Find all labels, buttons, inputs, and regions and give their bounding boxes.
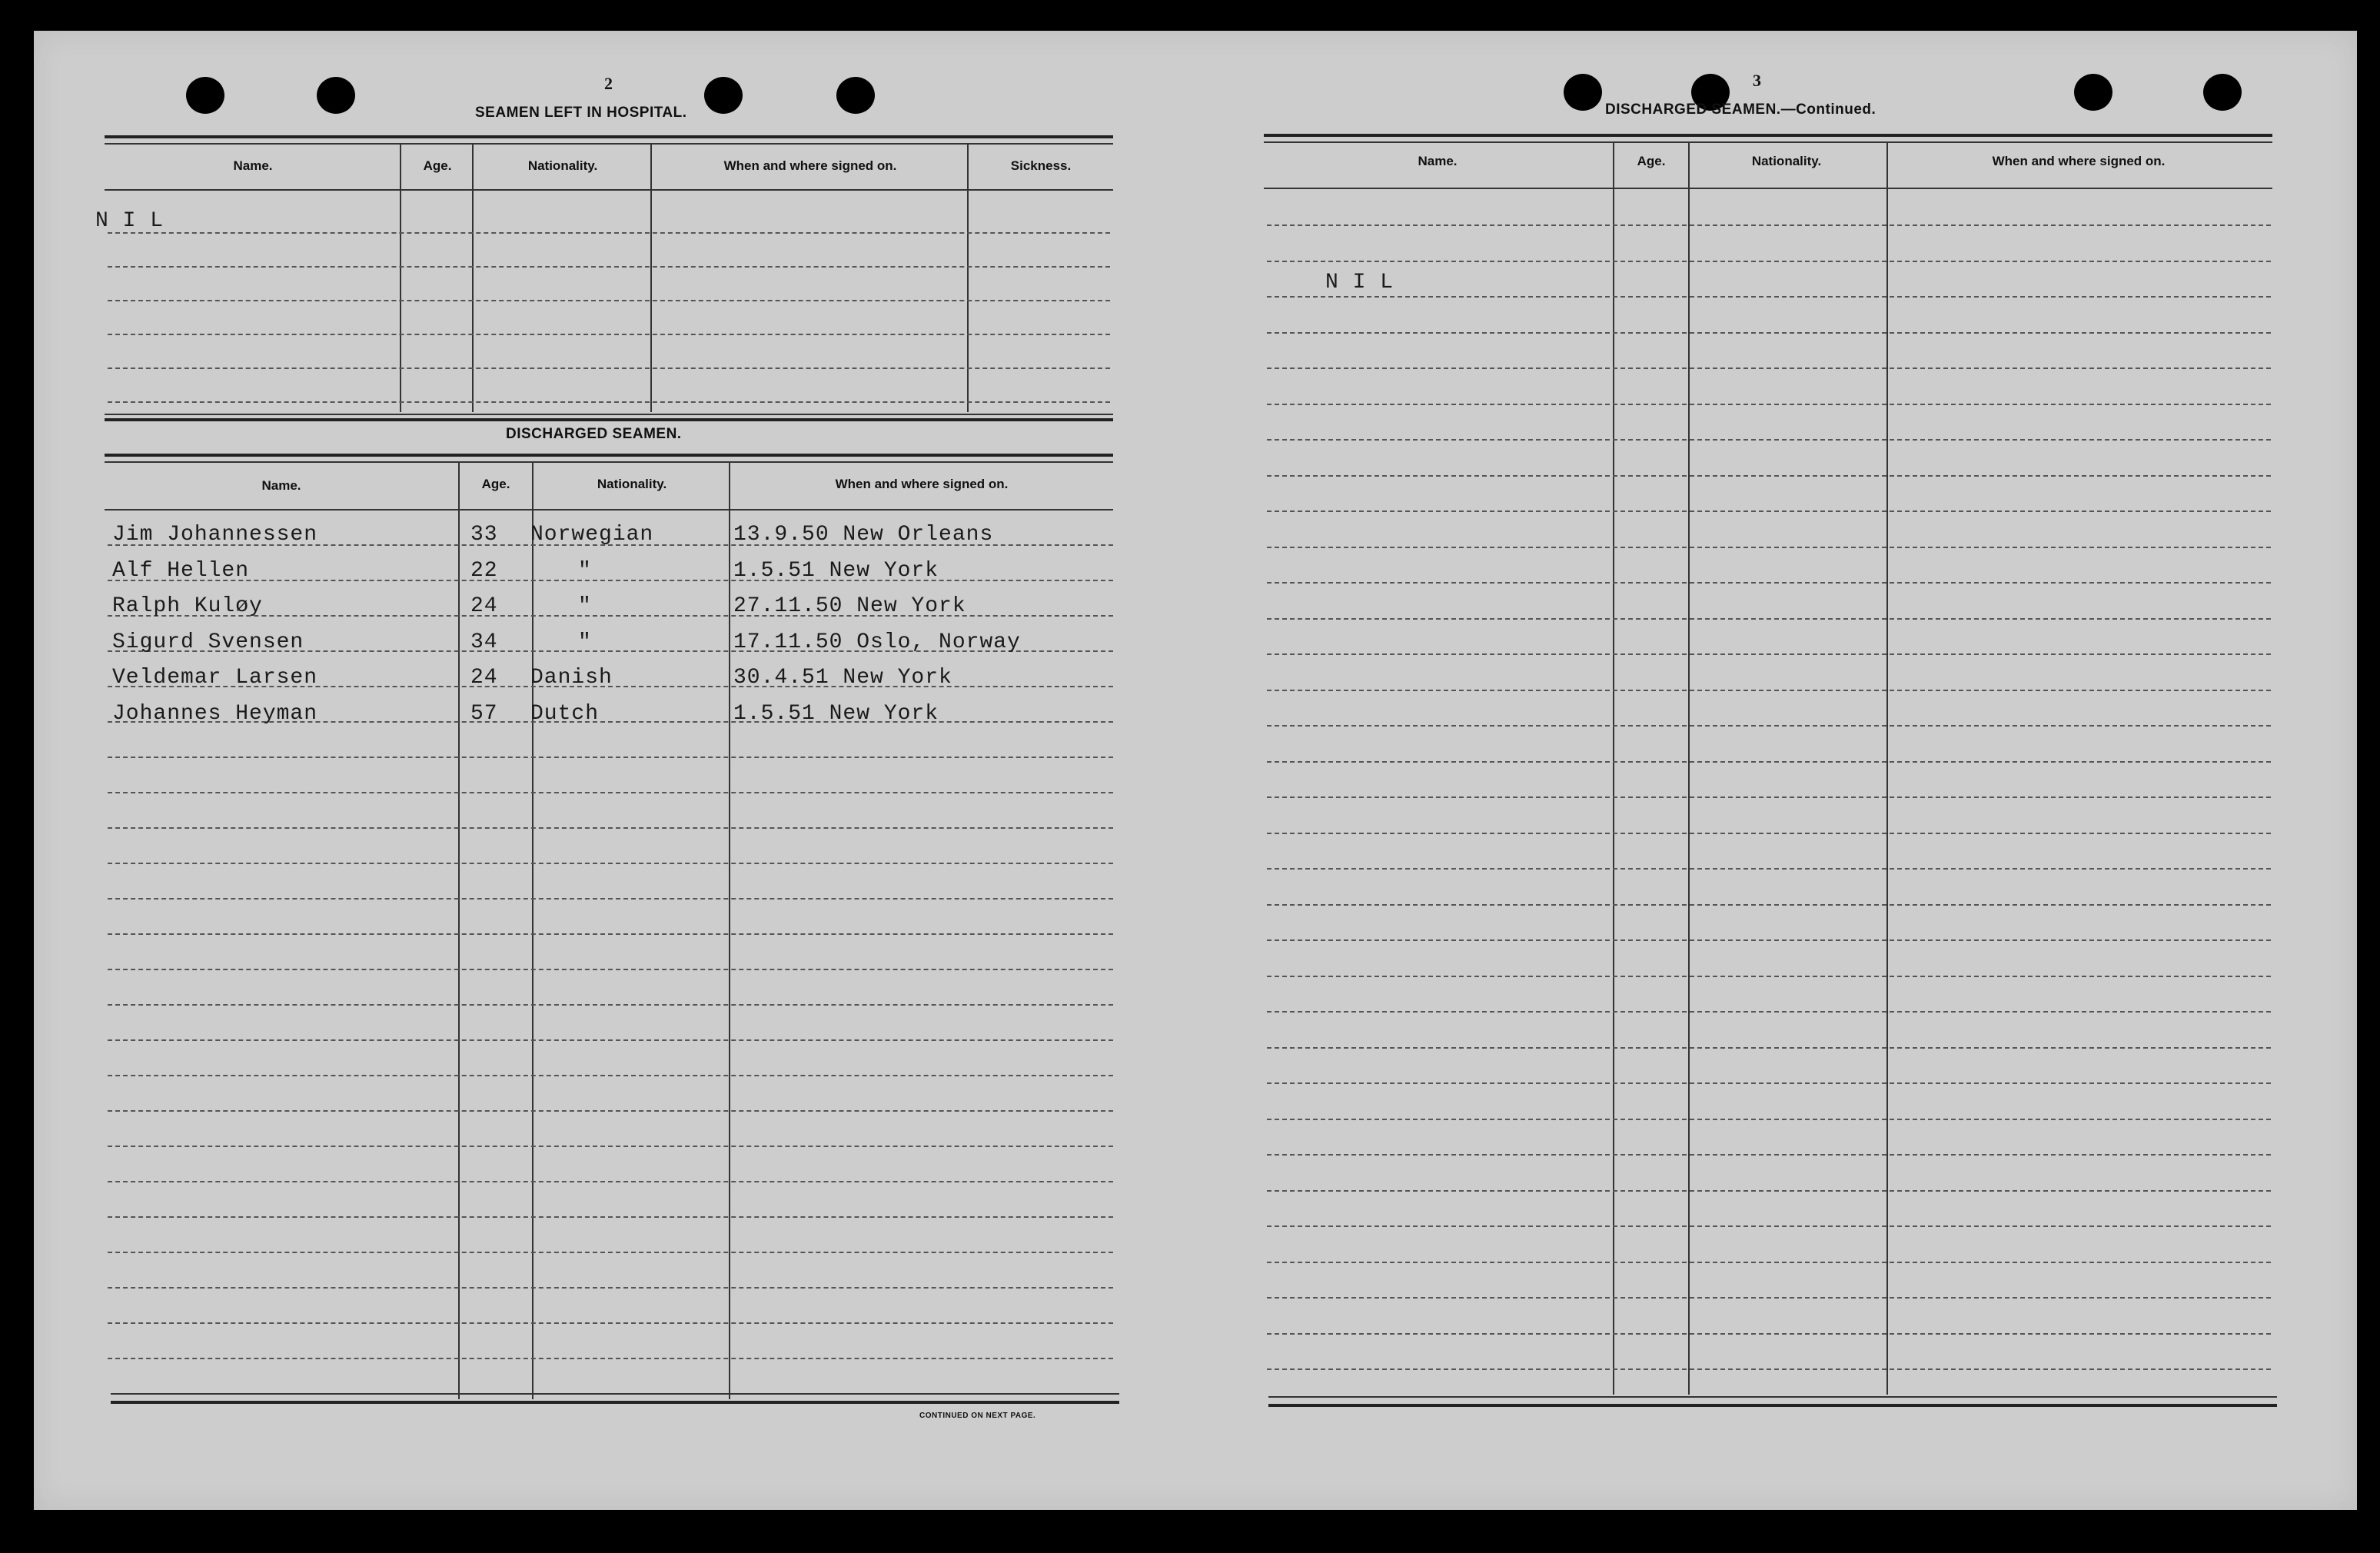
right-row-line bbox=[1267, 1082, 2271, 1084]
discharged-top-rule bbox=[105, 454, 1113, 457]
right-col-age: Age. bbox=[1637, 154, 1666, 168]
right-row-line bbox=[1267, 761, 2271, 763]
discharged-row-line bbox=[108, 1358, 1113, 1359]
discharged-divider bbox=[729, 461, 730, 1399]
seaman-signed-on: 30.4.51 New York bbox=[733, 666, 952, 690]
discharged-row-line bbox=[108, 1110, 1113, 1112]
seaman-age: 34 bbox=[470, 630, 498, 654]
right-row-line bbox=[1267, 1190, 2271, 1192]
right-divider bbox=[1613, 141, 1614, 1395]
discharged-bottom-rule bbox=[111, 1393, 1119, 1395]
hospital-bottom-rule bbox=[105, 414, 1113, 415]
right-page-title: DISCHARGED SEAMEN.—Continued. bbox=[1605, 101, 1876, 118]
seaman-name: Johannes Heyman bbox=[112, 701, 318, 726]
seaman-nationality: Dutch bbox=[530, 701, 600, 726]
discharged-row-line bbox=[108, 580, 1113, 581]
discharged-row-line bbox=[108, 1181, 1113, 1182]
right-row-line bbox=[1267, 1368, 2271, 1370]
right-row-line bbox=[1267, 1225, 2271, 1227]
right-head-rule bbox=[1264, 188, 2272, 189]
hospital-bottom-rule-2 bbox=[105, 418, 1113, 421]
seaman-age: 57 bbox=[470, 701, 498, 726]
discharged-bottom-rule-2 bbox=[111, 1401, 1119, 1404]
right-divider bbox=[1886, 141, 1888, 1395]
right-row-line bbox=[1267, 833, 2271, 834]
discharged-divider bbox=[532, 461, 534, 1399]
punch-hole bbox=[2074, 74, 2112, 111]
seaman-nationality: " bbox=[578, 558, 592, 583]
punch-hole bbox=[836, 77, 875, 114]
right-row-line bbox=[1267, 367, 2271, 369]
hospital-section-title: SEAMEN LEFT IN HOSPITAL. bbox=[475, 105, 687, 121]
discharged-row-line bbox=[108, 1287, 1113, 1289]
hospital-row-line bbox=[108, 367, 1110, 369]
right-col-name: Name. bbox=[1418, 154, 1458, 168]
hospital-row-line bbox=[108, 334, 1110, 335]
hospital-divider bbox=[400, 143, 401, 412]
discharged-row-line bbox=[108, 792, 1113, 793]
seaman-signed-on: 1.5.51 New York bbox=[733, 558, 939, 583]
discharged-row-line bbox=[108, 1004, 1113, 1006]
hospital-row-line bbox=[108, 266, 1110, 268]
right-bottom-rule-2 bbox=[1268, 1404, 2277, 1407]
right-row-line bbox=[1267, 976, 2271, 977]
right-row-line bbox=[1267, 439, 2271, 441]
hospital-divider bbox=[967, 143, 969, 412]
discharged-row-line bbox=[108, 1252, 1113, 1253]
discharged-divider bbox=[458, 461, 460, 1399]
seaman-signed-on: 1.5.51 New York bbox=[733, 701, 939, 726]
hospital-divider bbox=[472, 143, 474, 412]
right-row-line bbox=[1267, 261, 2271, 262]
seaman-signed-on: 17.11.50 Oslo, Norway bbox=[733, 630, 1021, 654]
hospital-col-name: Name. bbox=[233, 158, 273, 173]
discharged-section-title: DISCHARGED SEAMEN. bbox=[506, 426, 682, 442]
right-row-line bbox=[1267, 1333, 2271, 1335]
hospital-row-line bbox=[108, 232, 1110, 234]
discharged-col-nationality: Nationality. bbox=[597, 477, 667, 491]
seaman-name: Ralph Kuløy bbox=[112, 594, 263, 618]
right-row-line bbox=[1267, 1011, 2271, 1013]
discharged-row-line bbox=[108, 933, 1113, 935]
seaman-age: 24 bbox=[470, 666, 498, 690]
left-page-number: 2 bbox=[604, 74, 613, 93]
discharged-row-line bbox=[108, 1146, 1113, 1147]
right-top-rule-2 bbox=[1264, 141, 2272, 143]
hospital-row-line bbox=[108, 401, 1110, 403]
right-row-line bbox=[1267, 582, 2271, 584]
hospital-head-rule bbox=[105, 189, 1113, 191]
right-row-line bbox=[1267, 1154, 2271, 1156]
seaman-name: Veldemar Larsen bbox=[112, 666, 318, 690]
hospital-col-signed-on: When and where signed on. bbox=[723, 158, 897, 173]
hospital-row-line bbox=[108, 300, 1110, 301]
right-row-line bbox=[1267, 725, 2271, 727]
discharged-row-line bbox=[108, 863, 1113, 864]
punch-hole bbox=[1564, 74, 1602, 111]
seaman-nationality: Danish bbox=[530, 666, 613, 690]
right-nil-entry: N I L bbox=[1325, 271, 1394, 294]
right-row-line bbox=[1267, 939, 2271, 941]
punch-hole bbox=[186, 77, 224, 114]
discharged-head-rule bbox=[105, 509, 1113, 510]
seaman-name: Jim Johannessen bbox=[112, 523, 318, 547]
right-row-line bbox=[1267, 904, 2271, 906]
right-col-signed-on: When and where signed on. bbox=[1992, 154, 2166, 168]
seaman-age: 24 bbox=[470, 594, 498, 618]
right-row-line bbox=[1267, 1119, 2271, 1120]
seaman-nationality: " bbox=[578, 594, 592, 618]
right-row-line bbox=[1267, 475, 2271, 477]
right-row-line bbox=[1267, 510, 2271, 512]
seaman-signed-on: 13.9.50 New Orleans bbox=[733, 523, 994, 547]
hospital-divider bbox=[650, 143, 652, 412]
punch-hole bbox=[317, 77, 355, 114]
seaman-name: Alf Hellen bbox=[112, 558, 250, 583]
hospital-top-rule bbox=[105, 135, 1113, 138]
discharged-row-line bbox=[108, 757, 1113, 758]
discharged-row-line bbox=[108, 969, 1113, 970]
punch-hole bbox=[704, 77, 743, 114]
right-row-line bbox=[1267, 296, 2271, 298]
discharged-row-line bbox=[108, 1075, 1113, 1076]
discharged-col-name: Name. bbox=[261, 478, 301, 493]
hospital-col-nationality: Nationality. bbox=[527, 158, 598, 173]
discharged-row-line bbox=[108, 898, 1113, 900]
seaman-age: 33 bbox=[470, 523, 498, 547]
seaman-nationality: " bbox=[578, 630, 592, 654]
seaman-name: Sigurd Svensen bbox=[112, 630, 304, 654]
seaman-nationality: Norwegian bbox=[530, 523, 654, 547]
seaman-age: 22 bbox=[470, 558, 498, 583]
right-row-line bbox=[1267, 1047, 2271, 1049]
seaman-signed-on: 27.11.50 New York bbox=[733, 594, 966, 618]
right-row-line bbox=[1267, 690, 2271, 691]
right-top-rule bbox=[1264, 134, 2272, 137]
right-divider bbox=[1688, 141, 1690, 1395]
discharged-col-signed-on: When and where signed on. bbox=[835, 477, 1009, 491]
right-page-number: 3 bbox=[1753, 71, 1761, 90]
right-row-line bbox=[1267, 1262, 2271, 1263]
right-row-line bbox=[1267, 332, 2271, 334]
hospital-col-age: Age. bbox=[423, 158, 452, 173]
right-row-line bbox=[1267, 618, 2271, 620]
right-bottom-rule bbox=[1268, 1396, 2277, 1398]
hospital-col-sickness: Sickness. bbox=[1010, 158, 1072, 173]
right-row-line bbox=[1267, 1297, 2271, 1299]
discharged-row-line bbox=[108, 1216, 1113, 1218]
punch-hole bbox=[2203, 74, 2242, 111]
discharged-col-age: Age. bbox=[481, 477, 510, 491]
right-row-line bbox=[1267, 796, 2271, 798]
discharged-row-line bbox=[108, 1039, 1113, 1041]
right-row-line bbox=[1267, 653, 2271, 655]
discharged-top-rule-2 bbox=[105, 461, 1113, 463]
right-row-line bbox=[1267, 868, 2271, 870]
discharged-row-line bbox=[108, 1322, 1113, 1324]
right-row-line bbox=[1267, 547, 2271, 548]
right-col-nationality: Nationality. bbox=[1751, 154, 1822, 168]
discharged-row-line bbox=[108, 827, 1113, 829]
hospital-nil-entry: N I L bbox=[95, 209, 165, 233]
hospital-top-rule-2 bbox=[105, 143, 1113, 145]
right-row-line bbox=[1267, 404, 2271, 405]
continued-footer: CONTINUED ON NEXT PAGE. bbox=[919, 1412, 1036, 1420]
right-row-line bbox=[1267, 224, 2271, 226]
